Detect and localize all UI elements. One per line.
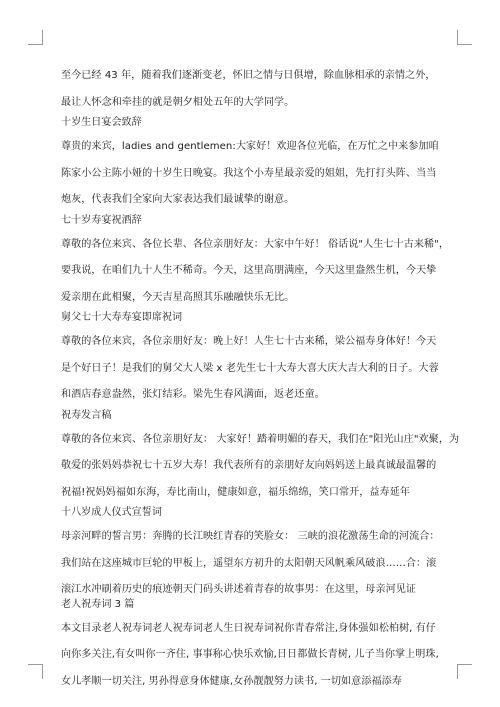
paragraph-line: 至今已经 43 年，随着我们逐渐变老，怀旧之情与日俱增，除血脉相承的亲情之外， bbox=[61, 70, 436, 81]
section-heading: 十岁生日宴会致辞 bbox=[61, 117, 142, 128]
crop-mark-top-left bbox=[28, 30, 43, 45]
paragraph-line: 母亲河畔的誓言男：奔腾的长江映红青春的笑脸女： 三峡的浪花激荡生命的河流合： bbox=[61, 531, 440, 542]
paragraph-line: 陈家小公主陈小娅的十岁生日晚宴。我这个小寿星最亲爱的姐姐，先打打头阵、当当 bbox=[61, 167, 437, 179]
paragraph-line: 女儿孝顺一切关注, 男孙得意身体健康,女孙靓靓努力读书, 一切如意添福添寿 bbox=[61, 675, 402, 687]
paragraph-line: 尊敬的各位来宾、各位长辈、各位亲朋好友：大家中午好！ 俗话说"人生七十古来稀"， bbox=[61, 238, 449, 250]
crop-mark-bottom-right bbox=[457, 664, 472, 679]
section-heading: 十八岁成人仪式宣誓词 bbox=[61, 507, 162, 518]
paragraph-line: 最让人怀念和牵挂的就是朝夕相处五年的大学同学。 bbox=[61, 96, 295, 108]
paragraph-line: 尊敬的各位来宾，各位亲朋好友：晚上好！人生七十古来稀，梁公福寿身体好！今天 bbox=[61, 336, 437, 347]
document-body bbox=[61, 63, 460, 695]
paragraph-line: 祝福!祝妈妈福如东海，寿比南山，健康如意，福乐绵绵，笑口常开，益寿延年 bbox=[61, 486, 410, 498]
paragraph-line: 尊贵的来宾，ladies and gentlemen:大家好！欢迎各位光临，在万忙之中来参加咱 bbox=[61, 141, 439, 152]
section-heading: 七十岁寿宴祝酒辞 bbox=[61, 214, 142, 226]
paragraph-line: 炮灰，代表我们全家向大家表达我们最诚挚的谢意。 bbox=[61, 194, 295, 205]
paragraph-line: 尊敬的各位来宾、各位亲朋好友： 大家好！踏着明媚的春天，我们在"阳光山庄"欢聚，为 bbox=[61, 433, 460, 445]
paragraph-line: 向你多关注,有女叫你一齐住, 事事称心快乐欢愉,日日都做长青树, 儿子当你掌上明珠, bbox=[61, 649, 439, 660]
paragraph-line: 敬爱的张妈妈恭祝七十五岁大寿！我代表所有的亲朋好友向妈妈送上最真诚最温馨的 bbox=[61, 460, 437, 471]
paragraph-line: 本文目录老人祝寿词老人祝寿词老人生日祝寿词祝你青春常注,身体强如松柏树, 有仔 bbox=[61, 622, 436, 634]
crop-mark-bottom-left bbox=[28, 664, 43, 679]
section-heading: 老人祝寿词 3 篇 bbox=[61, 598, 135, 610]
section-heading: 祝寿发言稿 bbox=[61, 409, 112, 421]
paragraph-line: 是个好日子！是我们的舅父大人梁 x 老先生七十大寿大喜大庆大吉大利的日子。大蓉 bbox=[61, 362, 439, 374]
paragraph-line: 和酒店春意盎然，张灯结彩。梁先生春风满面，返老还童。 bbox=[61, 389, 325, 400]
paragraph-line: 要我说，在咱们九十人生不稀奇。今天，这里高朋满座，今天这里盎然生机，今天挚 bbox=[61, 265, 437, 276]
paragraph-line: 滚江水冲刷着历史的痕迹朝天门码头讲述着青春的故事男：在这里，母亲河见证 bbox=[61, 584, 417, 595]
section-heading: 舅父七十大寿寿宴即席祝词 bbox=[61, 312, 183, 323]
crop-mark-top-right bbox=[457, 30, 472, 45]
paragraph-line: 我们站在这座城市巨轮的甲板上，遥望东方初升的太阳朝天风帆乘风破浪……合：滚 bbox=[61, 557, 437, 569]
paragraph-line: 爱亲朋在此相聚，今天吉星高照其乐融融快乐无比。 bbox=[61, 291, 295, 303]
